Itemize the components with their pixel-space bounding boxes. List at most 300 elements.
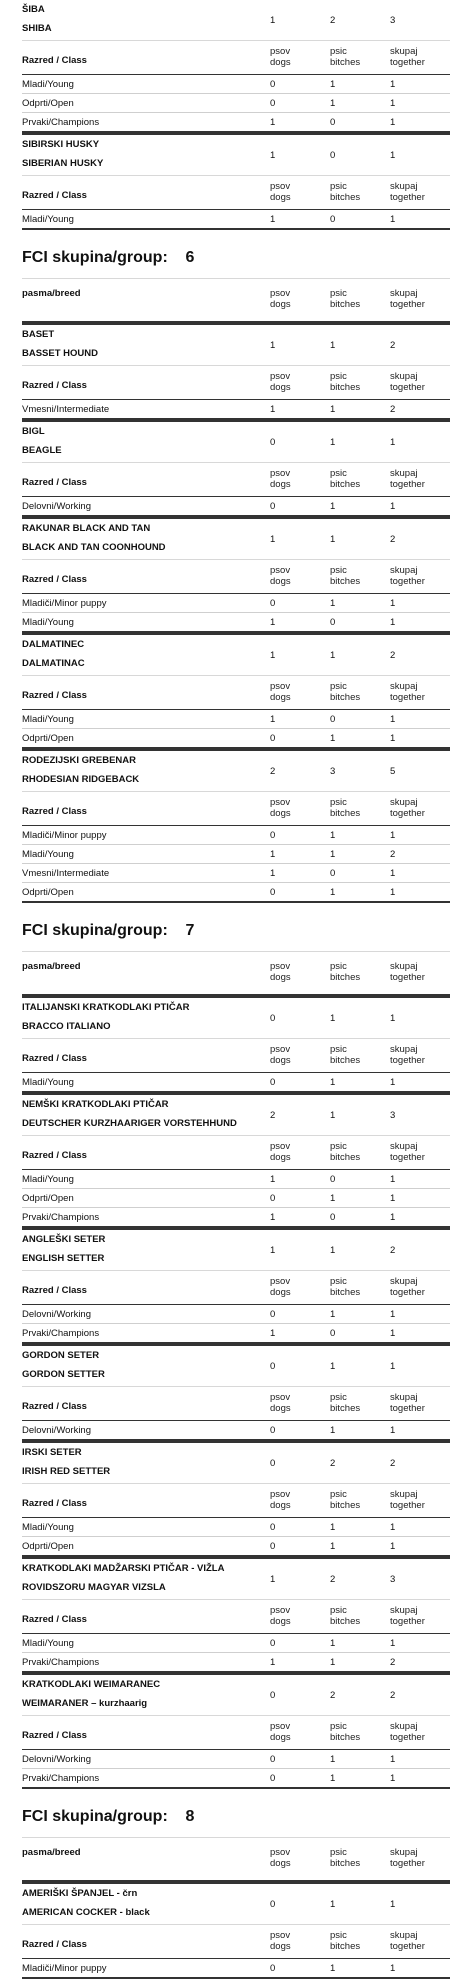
class-header-row xyxy=(22,1924,450,1959)
class-entry-row xyxy=(22,1769,450,1789)
together-header: skupaj together xyxy=(390,371,425,393)
together-header: skupaj together xyxy=(390,1392,425,1414)
breed-name-en: BLACK AND TAN COONHOUND xyxy=(22,542,166,553)
breed-row xyxy=(22,1093,450,1135)
breed-together-count: 1 xyxy=(390,1899,396,1910)
class-dogs-count: 1 xyxy=(270,214,276,225)
breed-name-en: SHIBA xyxy=(22,23,52,34)
class-header-row xyxy=(22,1599,450,1634)
dogs-header: psov dogs xyxy=(270,468,291,490)
class-dogs-count: 0 xyxy=(270,1522,276,1533)
class-header-row xyxy=(22,1135,450,1170)
class-together-count: 1 xyxy=(390,214,396,225)
group-section xyxy=(22,911,450,1789)
dogs-header: psov dogs xyxy=(270,1141,291,1163)
together-header: skupaj together xyxy=(390,1489,425,1511)
dogs-header: psov dogs xyxy=(270,797,291,819)
group-title: FCI skupina/group: 8 xyxy=(22,1808,195,1825)
breed-dogs-count: 1 xyxy=(270,1245,276,1256)
class-together-count: 1 xyxy=(390,830,396,841)
breed-name-local: KRATKODLAKI MADŽARSKI PTIČAR - VIŽLA xyxy=(22,1563,225,1574)
class-header-row xyxy=(22,40,450,75)
breed-name-local: DALMATINEC xyxy=(22,639,85,650)
breed-bitches-count: 1 xyxy=(330,1361,336,1372)
class-dogs-count: 0 xyxy=(270,1309,276,1320)
bitches-header: psic bitches xyxy=(330,1605,361,1627)
class-header-label: Razred / Class xyxy=(22,1401,87,1412)
class-header-row xyxy=(22,1038,450,1073)
dogs-header: psov dogs xyxy=(270,681,291,703)
breed-row xyxy=(22,420,450,462)
class-bitches-count: 1 xyxy=(330,1077,336,1088)
bitches-header: psic bitches xyxy=(330,46,361,68)
dogs-header: psov dogs xyxy=(270,1489,291,1511)
bitches-header: psic bitches xyxy=(330,1276,361,1298)
breed-name-en: GORDON SETTER xyxy=(22,1369,105,1380)
class-dogs-count: 1 xyxy=(270,1328,276,1339)
breed-name-en: BEAGLE xyxy=(22,445,62,456)
breed-name-local: SIBIRSKI HUSKY xyxy=(22,139,100,150)
class-dogs-count: 0 xyxy=(270,1077,276,1088)
class-entry-row xyxy=(22,845,450,864)
class-name: Mladi/Young xyxy=(22,1522,74,1533)
breed-row xyxy=(22,1673,450,1715)
class-name: Odprti/Open xyxy=(22,1193,74,1204)
class-header-label: Razred / Class xyxy=(22,190,87,201)
class-entry-row xyxy=(22,1634,450,1653)
class-together-count: 1 xyxy=(390,1773,396,1784)
breed-dogs-count: 1 xyxy=(270,650,276,661)
class-bitches-count: 1 xyxy=(330,849,336,860)
class-entry-row xyxy=(22,75,450,94)
class-bitches-count: 1 xyxy=(330,1541,336,1552)
breed-row xyxy=(22,996,450,1038)
class-header-row xyxy=(22,1386,450,1421)
class-header-row xyxy=(22,559,450,594)
class-header-row xyxy=(22,175,450,210)
class-bitches-count: 1 xyxy=(330,1522,336,1533)
breed-together-count: 1 xyxy=(390,437,396,448)
bitches-header: psic bitches xyxy=(330,1044,361,1066)
breed-together-count: 3 xyxy=(390,1110,396,1121)
class-header-row xyxy=(22,365,450,400)
class-bitches-count: 0 xyxy=(330,1212,336,1223)
breed-together-count: 2 xyxy=(390,340,396,351)
class-name: Mladi/Young xyxy=(22,1174,74,1185)
together-header: skupaj together xyxy=(390,565,425,587)
breed-row xyxy=(22,1441,450,1483)
breed-bitches-count: 2 xyxy=(330,15,336,26)
class-header-label: Razred / Class xyxy=(22,1150,87,1161)
breed-bitches-count: 1 xyxy=(330,1899,336,1910)
class-dogs-count: 1 xyxy=(270,1657,276,1668)
breed-row xyxy=(22,749,450,791)
breed-name-en: IRISH RED SETTER xyxy=(22,1466,111,1477)
breed-row xyxy=(22,517,450,559)
together-header: skupaj together xyxy=(390,181,425,203)
class-bitches-count: 1 xyxy=(330,1657,336,1668)
bitches-header: psic bitches xyxy=(330,1847,361,1869)
class-dogs-count: 1 xyxy=(270,868,276,879)
class-dogs-count: 1 xyxy=(270,1174,276,1185)
class-together-count: 2 xyxy=(390,849,396,860)
class-header-row xyxy=(22,1715,450,1750)
dogs-header: psov dogs xyxy=(270,1605,291,1627)
breed-name-local: IRSKI SETER xyxy=(22,1447,82,1458)
dogs-header: psov dogs xyxy=(270,1044,291,1066)
class-together-count: 1 xyxy=(390,79,396,90)
class-entry-row xyxy=(22,864,450,883)
breed-dogs-count: 2 xyxy=(270,1110,276,1121)
breed-bitches-count: 0 xyxy=(330,150,336,161)
class-entry-row xyxy=(22,613,450,633)
together-header: skupaj together xyxy=(390,1141,425,1163)
breed-together-count: 1 xyxy=(390,150,396,161)
breed-together-count: 1 xyxy=(390,1013,396,1024)
breed-row xyxy=(22,133,450,175)
dogs-header: psov dogs xyxy=(270,1930,291,1952)
group-section xyxy=(22,0,450,230)
class-entry-row xyxy=(22,113,450,133)
together-header: skupaj together xyxy=(390,797,425,819)
class-name: Mladiči/Minor puppy xyxy=(22,598,107,609)
class-header-label: Razred / Class xyxy=(22,1730,87,1741)
class-together-count: 2 xyxy=(390,1657,396,1668)
class-name: Prvaki/Champions xyxy=(22,1773,100,1784)
together-header: skupaj together xyxy=(390,46,425,68)
class-header-label: Razred / Class xyxy=(22,380,87,391)
breed-bitches-count: 3 xyxy=(330,766,336,777)
class-dogs-count: 0 xyxy=(270,1773,276,1784)
together-header: skupaj together xyxy=(390,1721,425,1743)
bitches-header: psic bitches xyxy=(330,1392,361,1414)
class-name: Delovni/Working xyxy=(22,1425,91,1436)
breed-name-local: ŠIBA xyxy=(22,4,45,15)
bitches-header: psic bitches xyxy=(330,1141,361,1163)
breed-dogs-count: 0 xyxy=(270,1690,276,1701)
breed-dogs-count: 2 xyxy=(270,766,276,777)
class-dogs-count: 0 xyxy=(270,1754,276,1765)
breed-bitches-count: 1 xyxy=(330,1245,336,1256)
class-name: Prvaki/Champions xyxy=(22,1328,100,1339)
class-bitches-count: 1 xyxy=(330,1963,336,1974)
group-title: FCI skupina/group: 7 xyxy=(22,922,195,939)
class-entry-row xyxy=(22,729,450,749)
breed-bitches-count: 1 xyxy=(330,437,336,448)
class-together-count: 1 xyxy=(390,1328,396,1339)
class-together-count: 2 xyxy=(390,404,396,415)
class-entry-row xyxy=(22,826,450,845)
class-together-count: 1 xyxy=(390,1425,396,1436)
breed-bitches-count: 1 xyxy=(330,1013,336,1024)
class-header-row xyxy=(22,675,450,710)
breed-dogs-count: 0 xyxy=(270,1899,276,1910)
bitches-header: psic bitches xyxy=(330,681,361,703)
breed-together-count: 2 xyxy=(390,1690,396,1701)
breed-row xyxy=(22,1557,450,1599)
class-together-count: 1 xyxy=(390,117,396,128)
class-together-count: 1 xyxy=(390,1077,396,1088)
class-name: Prvaki/Champions xyxy=(22,117,100,128)
bitches-header: psic bitches xyxy=(330,565,361,587)
class-bitches-count: 0 xyxy=(330,117,336,128)
breed-dogs-count: 0 xyxy=(270,1458,276,1469)
bitches-header: psic bitches xyxy=(330,1721,361,1743)
breed-name-local: NEMŠKI KRATKODLAKI PTIČAR xyxy=(22,1099,169,1110)
class-bitches-count: 1 xyxy=(330,1425,336,1436)
class-name: Delovni/Working xyxy=(22,1309,91,1320)
class-entry-row xyxy=(22,1421,450,1441)
class-header-row xyxy=(22,1270,450,1305)
breed-name-en: DEUTSCHER KURZHAARIGER VORSTEHHUND xyxy=(22,1118,237,1129)
dogs-header: psov dogs xyxy=(270,1276,291,1298)
breed-bitches-count: 2 xyxy=(330,1690,336,1701)
bitches-header: psic bitches xyxy=(330,1489,361,1511)
class-entry-row xyxy=(22,1537,450,1557)
breed-name-local: BASET xyxy=(22,329,55,340)
class-name: Odprti/Open xyxy=(22,98,74,109)
breed-name-local: GORDON SETER xyxy=(22,1350,100,1361)
class-entry-row xyxy=(22,497,450,517)
class-name: Mladi/Young xyxy=(22,617,74,628)
bitches-header: psic bitches xyxy=(330,371,361,393)
class-together-count: 1 xyxy=(390,1174,396,1185)
class-header-label: Razred / Class xyxy=(22,574,87,585)
class-bitches-count: 1 xyxy=(330,1309,336,1320)
class-bitches-count: 0 xyxy=(330,1174,336,1185)
class-name: Mladi/Young xyxy=(22,1638,74,1649)
class-header-label: Razred / Class xyxy=(22,690,87,701)
breed-dogs-count: 1 xyxy=(270,1574,276,1585)
class-name: Vmesni/Intermediate xyxy=(22,404,110,415)
breed-bitches-count: 1 xyxy=(330,534,336,545)
class-entry-row xyxy=(22,594,450,613)
class-bitches-count: 1 xyxy=(330,733,336,744)
breed-bitches-count: 1 xyxy=(330,1110,336,1121)
class-header-label: Razred / Class xyxy=(22,1285,87,1296)
breed-name-local: BIGL xyxy=(22,426,45,437)
class-bitches-count: 1 xyxy=(330,830,336,841)
class-together-count: 1 xyxy=(390,1541,396,1552)
class-name: Vmesni/Intermediate xyxy=(22,868,110,879)
together-header: skupaj together xyxy=(390,1605,425,1627)
breed-dogs-count: 0 xyxy=(270,1361,276,1372)
class-bitches-count: 1 xyxy=(330,598,336,609)
class-dogs-count: 0 xyxy=(270,733,276,744)
breed-name-en: SIBERIAN HUSKY xyxy=(22,158,104,169)
breed-header-label: pasma/breed xyxy=(22,1847,81,1858)
class-together-count: 1 xyxy=(390,714,396,725)
breed-header-label: pasma/breed xyxy=(22,288,81,299)
breed-name-local: KRATKODLAKI WEIMARANEC xyxy=(22,1679,161,1690)
class-dogs-count: 1 xyxy=(270,1212,276,1223)
bitches-header: psic bitches xyxy=(330,1930,361,1952)
class-name: Mladiči/Minor puppy xyxy=(22,830,107,841)
class-entry-row xyxy=(22,1750,450,1769)
class-entry-row xyxy=(22,1305,450,1324)
class-entry-row xyxy=(22,94,450,113)
class-dogs-count: 1 xyxy=(270,849,276,860)
class-header-label: Razred / Class xyxy=(22,477,87,488)
class-name: Prvaki/Champions xyxy=(22,1212,100,1223)
class-together-count: 1 xyxy=(390,733,396,744)
dogs-header: psov dogs xyxy=(270,371,291,393)
breed-name-en: WEIMARANER – kurzhaarig xyxy=(22,1698,148,1709)
together-header: skupaj together xyxy=(390,1930,425,1952)
together-header: skupaj together xyxy=(390,681,425,703)
class-together-count: 1 xyxy=(390,1754,396,1765)
dogs-header: psov dogs xyxy=(270,565,291,587)
breed-bitches-count: 1 xyxy=(330,340,336,351)
class-bitches-count: 0 xyxy=(330,714,336,725)
class-together-count: 1 xyxy=(390,1638,396,1649)
breed-name-en: ENGLISH SETTER xyxy=(22,1253,105,1264)
class-together-count: 1 xyxy=(390,1963,396,1974)
class-dogs-count: 1 xyxy=(270,617,276,628)
breed-together-count: 2 xyxy=(390,1458,396,1469)
class-bitches-count: 1 xyxy=(330,1773,336,1784)
class-bitches-count: 1 xyxy=(330,501,336,512)
class-bitches-count: 1 xyxy=(330,887,336,898)
dogs-header: psov dogs xyxy=(270,1721,291,1743)
class-name: Odprti/Open xyxy=(22,733,74,744)
bitches-header: psic bitches xyxy=(330,288,361,310)
class-entry-row xyxy=(22,1208,450,1228)
class-dogs-count: 0 xyxy=(270,79,276,90)
class-header-row xyxy=(22,462,450,497)
breed-bitches-count: 2 xyxy=(330,1458,336,1469)
bitches-header: psic bitches xyxy=(330,468,361,490)
class-header-label: Razred / Class xyxy=(22,1053,87,1064)
breed-together-count: 2 xyxy=(390,1245,396,1256)
dogs-header: psov dogs xyxy=(270,46,291,68)
class-bitches-count: 1 xyxy=(330,79,336,90)
breed-together-count: 3 xyxy=(390,1574,396,1585)
class-together-count: 1 xyxy=(390,98,396,109)
breed-header-label: pasma/breed xyxy=(22,961,81,972)
breed-dogs-count: 0 xyxy=(270,437,276,448)
breed-together-count: 2 xyxy=(390,650,396,661)
breed-row xyxy=(22,1882,450,1924)
class-together-count: 1 xyxy=(390,1193,396,1204)
class-header-row xyxy=(22,791,450,826)
class-together-count: 1 xyxy=(390,868,396,879)
class-entry-row xyxy=(22,1959,450,1979)
class-together-count: 1 xyxy=(390,1522,396,1533)
class-entry-row xyxy=(22,1653,450,1673)
breed-name-en: RHODESIAN RIDGEBACK xyxy=(22,774,140,785)
dogs-header: psov dogs xyxy=(270,181,291,203)
together-header: skupaj together xyxy=(390,1847,425,1869)
class-header-row xyxy=(22,1483,450,1518)
class-entry-row xyxy=(22,1324,450,1344)
breed-header-row xyxy=(22,278,450,323)
class-bitches-count: 1 xyxy=(330,1638,336,1649)
class-dogs-count: 1 xyxy=(270,117,276,128)
class-name: Mladi/Young xyxy=(22,214,74,225)
class-entry-row xyxy=(22,400,450,420)
group-section xyxy=(22,1797,450,1979)
breed-together-count: 5 xyxy=(390,766,396,777)
class-dogs-count: 0 xyxy=(270,501,276,512)
dogs-header: psov dogs xyxy=(270,1847,291,1869)
group-section xyxy=(22,238,450,903)
class-bitches-count: 0 xyxy=(330,214,336,225)
class-together-count: 1 xyxy=(390,887,396,898)
breed-name-en: BRACCO ITALIANO xyxy=(22,1021,111,1032)
breed-name-en: BASSET HOUND xyxy=(22,348,99,359)
together-header: skupaj together xyxy=(390,468,425,490)
class-name: Delovni/Working xyxy=(22,1754,91,1765)
breed-row xyxy=(22,1344,450,1386)
class-entry-row xyxy=(22,1073,450,1093)
class-bitches-count: 1 xyxy=(330,1754,336,1765)
class-dogs-count: 1 xyxy=(270,714,276,725)
bitches-header: psic bitches xyxy=(330,181,361,203)
breed-bitches-count: 2 xyxy=(330,1574,336,1585)
group-title: FCI skupina/group: 6 xyxy=(22,249,195,266)
class-together-count: 1 xyxy=(390,1309,396,1320)
class-bitches-count: 1 xyxy=(330,404,336,415)
class-dogs-count: 0 xyxy=(270,1963,276,1974)
breed-name-en: DALMATINAC xyxy=(22,658,85,669)
breed-header-row xyxy=(22,951,450,996)
class-header-label: Razred / Class xyxy=(22,1498,87,1509)
together-header: skupaj together xyxy=(390,288,425,310)
class-bitches-count: 0 xyxy=(330,617,336,628)
class-dogs-count: 0 xyxy=(270,98,276,109)
breed-name-local: AMERIŠKI ŠPANJEL - črn xyxy=(22,1888,138,1899)
breed-name-en: AMERICAN COCKER - black xyxy=(22,1907,150,1918)
class-bitches-count: 1 xyxy=(330,1193,336,1204)
class-entry-row xyxy=(22,210,450,230)
class-name: Odprti/Open xyxy=(22,887,74,898)
class-bitches-count: 0 xyxy=(330,1328,336,1339)
together-header: skupaj together xyxy=(390,1276,425,1298)
breed-name-local: ITALIJANSKI KRATKODLAKI PTIČAR xyxy=(22,1002,190,1013)
class-dogs-count: 0 xyxy=(270,1193,276,1204)
class-entry-row xyxy=(22,1170,450,1189)
breed-name-local: RAKUNAR BLACK AND TAN xyxy=(22,523,151,534)
class-entry-row xyxy=(22,883,450,903)
class-dogs-count: 0 xyxy=(270,1425,276,1436)
class-header-label: Razred / Class xyxy=(22,806,87,817)
class-together-count: 1 xyxy=(390,1212,396,1223)
class-name: Mladi/Young xyxy=(22,714,74,725)
breed-bitches-count: 1 xyxy=(330,650,336,661)
class-name: Prvaki/Champions xyxy=(22,1657,100,1668)
class-together-count: 1 xyxy=(390,598,396,609)
breed-dogs-count: 1 xyxy=(270,150,276,161)
dogs-header: psov dogs xyxy=(270,961,291,983)
class-together-count: 1 xyxy=(390,617,396,628)
class-dogs-count: 0 xyxy=(270,887,276,898)
bitches-header: psic bitches xyxy=(330,797,361,819)
together-header: skupaj together xyxy=(390,1044,425,1066)
class-bitches-count: 0 xyxy=(330,868,336,879)
class-header-label: Razred / Class xyxy=(22,1614,87,1625)
breed-row xyxy=(22,0,450,40)
breed-row xyxy=(22,633,450,675)
class-name: Mladi/Young xyxy=(22,1077,74,1088)
class-dogs-count: 0 xyxy=(270,1638,276,1649)
bitches-header: psic bitches xyxy=(330,961,361,983)
class-dogs-count: 1 xyxy=(270,404,276,415)
breed-together-count: 3 xyxy=(390,15,396,26)
breed-together-count: 1 xyxy=(390,1361,396,1372)
breed-header-row xyxy=(22,1837,450,1882)
class-header-label: Razred / Class xyxy=(22,55,87,66)
